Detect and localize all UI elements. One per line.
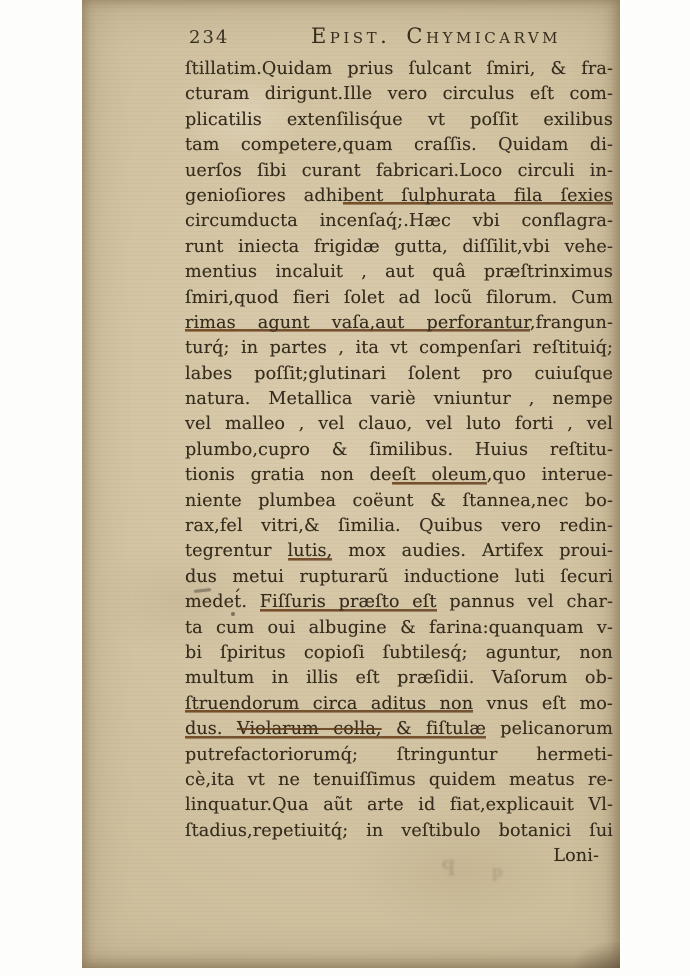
text-segment: turq́; in partes , ita vt compenſari reſtituiq́; [185, 338, 613, 359]
underlined-phrase: & fiſtulæ [381, 719, 486, 740]
ink-fleck [231, 612, 235, 616]
text-segment: plumbo,cupro & ſimilibus. Huius reſtitu- [185, 439, 613, 460]
text-segment: cè,ita vt ne tenuiſſimus quidem meatus re- [185, 769, 613, 790]
catchword: Loni- [553, 846, 599, 867]
text-segment: circumducta incenſaq́;.Hæc vbi conflagra- [185, 211, 613, 232]
text-line [185, 235, 613, 260]
text-line [185, 438, 613, 463]
text-segment: plicatilis extenſilisq́ue vt poſſit exilibus [185, 109, 613, 130]
text-line [185, 311, 613, 336]
text-line [185, 514, 613, 539]
text-line [185, 489, 613, 514]
text-segment: tionis gratia non de [185, 465, 392, 486]
underlined-phrase: lutis, [287, 541, 333, 562]
text-line [185, 108, 613, 133]
text-segment: tegrentur [185, 541, 288, 562]
text-segment: vel malleo , vel clauo, vel luto forti , vel [185, 414, 613, 435]
text-line [185, 768, 613, 793]
text-segment: medet́. [185, 592, 260, 613]
text-segment: ta cum oui albugine & farina:quanquam v- [185, 617, 613, 638]
text-segment: ,quo interue- [486, 465, 613, 486]
text-segment: tam competere,quam craſſis. Quidam di- [185, 135, 613, 156]
text-line [185, 286, 613, 311]
text-line [185, 717, 613, 742]
text-line [185, 412, 613, 437]
text-segment: genioſiores adhi [185, 185, 343, 206]
underlined-phrase: dus. [185, 719, 237, 740]
text-line [185, 159, 613, 184]
text-line [185, 616, 613, 641]
text-segment: runt iniecta frigidæ gutta, diſſilit,vbi vehe- [185, 236, 613, 257]
text-segment: cturam dirigunt.Ille vero circulus eſt com- [185, 84, 613, 105]
underlined-phrase: bent ſulphurata fila ſexies [342, 185, 613, 206]
text-line [185, 692, 613, 717]
page-header [185, 24, 613, 52]
text-segment: pannus vel char- [436, 592, 613, 613]
text-segment: niente plumbea coëunt & ſtannea,nec bo- [185, 490, 613, 511]
text-line [185, 133, 613, 158]
underlined-phrase: rimas agunt vaſa,aut perforantur [185, 312, 530, 333]
text-line [185, 565, 613, 590]
text-segment: ſtillatim.Quidam prius ſulcant ſmiri, & fra- [185, 59, 613, 79]
underlined-phrase: Violarum colla, [236, 719, 382, 740]
running-title: Epist. Chymicarvm [310, 24, 562, 48]
text-line [185, 209, 613, 234]
text-segment: ſmiri,quod fieri ſolet ad locũ filorum. Cum [185, 287, 613, 308]
page-number: 234 [189, 27, 230, 48]
book-page [82, 0, 620, 968]
text-line [185, 819, 613, 844]
text-segment: mox audies. Artifex proui- [332, 541, 613, 562]
text-segment: ſtadius,repetiuitq́; in veſtibulo botanici ſui [185, 820, 613, 841]
underlined-phrase: eſt oleum [391, 465, 487, 486]
text-line [185, 260, 613, 285]
text-line [185, 184, 613, 209]
corner-smudge [574, 942, 620, 968]
text-segment: mentius incaluit , aut quâ præſtrinximus [185, 262, 613, 283]
text-line [185, 743, 613, 768]
text-segment: multum in illis eſt præſidii. Vaſorum ob- [185, 668, 613, 689]
text-segment: natura. Metallica variè vniuntur , nempe [185, 389, 613, 410]
text-segment: putrefactoriorumq́; ſtringuntur hermeti- [185, 744, 613, 765]
text-line [185, 82, 613, 107]
text-line [185, 793, 613, 818]
text-line [185, 362, 613, 387]
text-line [185, 666, 613, 691]
bleedthrough-mark: P [442, 856, 456, 880]
text-segment: uerſos ſibi curant fabricari.Loco circuli in- [185, 160, 613, 181]
text-segment: vnus eſt mo- [473, 693, 613, 714]
text-segment: bi ſpiritus copioſi ſubtilesq́; aguntur, non [185, 642, 613, 663]
page-text [185, 57, 613, 870]
text-line [185, 641, 613, 666]
text-line [185, 336, 613, 361]
text-line [185, 539, 613, 564]
text-segment: pelicanorum [485, 719, 614, 740]
underlined-phrase: Fiſſuris præſto eſt [259, 592, 437, 613]
text-segment: ,frangun- [529, 312, 613, 333]
text-line [185, 590, 613, 615]
text-segment: linquatur.Qua aũt arte id fiat,explicauit Vl- [185, 795, 613, 816]
underlined-phrase: ſtruendorum circa aditus non [185, 693, 474, 714]
text-segment: labes poſſit;glutinari ſolent pro cuiuſque [185, 363, 613, 384]
text-line [185, 57, 613, 82]
bleedthrough-mark: q [492, 862, 503, 881]
text-line [185, 463, 613, 488]
text-segment: rax,fel vitri,& ſimilia. Quibus vero redin- [185, 516, 613, 537]
text-segment: dus metui rupturarũ inductione luti ſecuri [185, 566, 613, 587]
text-line [185, 387, 613, 412]
